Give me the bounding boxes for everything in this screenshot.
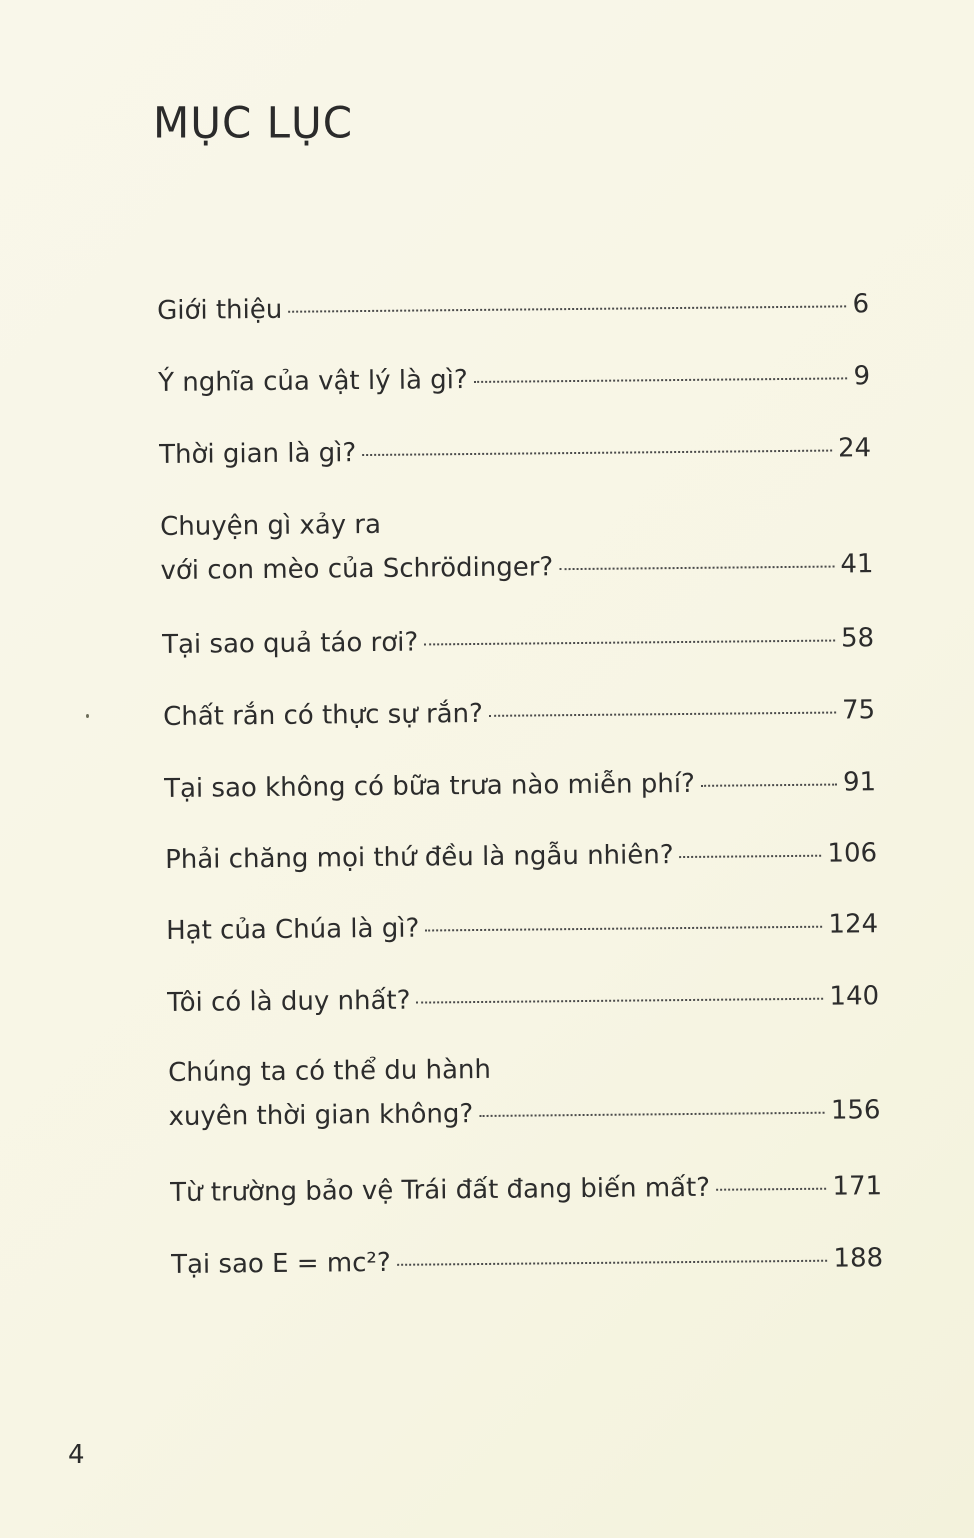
dot-leader: [479, 1112, 825, 1117]
dot-leader: [424, 640, 835, 646]
toc-entry-title: xuyên thời gian không?: [168, 1099, 474, 1132]
toc-entry-page: 6: [852, 289, 870, 320]
toc-entry-page: 58: [840, 623, 875, 654]
toc-entry-title: Thời gian là gì?: [159, 438, 357, 470]
toc-entry-page: 24: [837, 433, 872, 464]
toc-entry: [162, 623, 874, 660]
dot-leader: [489, 712, 836, 717]
toc-entry: [171, 1243, 883, 1280]
toc-entry-title: Tôi có là duy nhất?: [167, 985, 411, 1018]
toc-entry: [165, 838, 877, 875]
dot-leader: [716, 1188, 826, 1191]
toc-entry: [159, 433, 871, 470]
toc-entry-title-line1: Chúng ta có thể du hành: [168, 1054, 492, 1088]
toc-entry: [168, 1051, 881, 1132]
paper-speck: [86, 714, 89, 718]
dot-leader: [416, 998, 823, 1004]
toc-entry: [170, 1171, 882, 1208]
toc-entry-page: 124: [828, 909, 879, 940]
toc-entry-title: Phải chăng mọi thứ đều là ngẫu nhiên?: [165, 840, 674, 875]
toc-entry: [164, 767, 876, 804]
toc-entry: [163, 695, 875, 732]
page-number: 4: [68, 1440, 85, 1470]
toc-entry-page: 156: [830, 1095, 881, 1126]
toc-entry-title-line1: Chuyện gì xảy ra: [160, 509, 382, 542]
toc-entry: [167, 981, 879, 1018]
toc-entry-title: Tại sao E = mc²?: [171, 1247, 391, 1280]
dot-leader: [425, 926, 822, 932]
dot-leader: [701, 784, 837, 787]
toc-entry-page: 41: [840, 549, 874, 580]
toc-entry: [157, 289, 869, 326]
dot-leader: [397, 1260, 828, 1266]
toc-entry: [166, 909, 878, 946]
toc-entry-title: Ý nghĩa của vật lý là gì?: [158, 365, 468, 398]
toc-entry-title: Giới thiệu: [157, 294, 283, 326]
toc-entry-page: 91: [842, 767, 877, 798]
page-title: MỤC LỤC: [153, 97, 354, 148]
toc-entry-title: Tại sao không có bữa trưa nào miễn phí?: [164, 768, 695, 804]
toc-entry-page: 171: [832, 1171, 883, 1202]
toc-entry-page: 106: [827, 838, 878, 869]
dot-leader: [680, 855, 822, 858]
toc-entry: [160, 505, 874, 586]
toc-entry-page: 188: [833, 1243, 884, 1274]
toc-entry: [158, 361, 870, 398]
dot-leader: [288, 305, 846, 312]
dot-leader: [559, 566, 834, 571]
toc-entry-page: 9: [853, 361, 871, 392]
toc-entry-title: Tại sao quả táo rơi?: [162, 627, 419, 660]
toc-entry-title: Chất rắn có thực sự rắn?: [163, 698, 484, 732]
dot-leader: [474, 377, 848, 383]
toc-entry-page: 75: [841, 695, 876, 726]
toc-entry-page: 140: [829, 981, 880, 1012]
toc-entry-title: Hạt của Chúa là gì?: [166, 913, 420, 946]
dot-leader: [362, 450, 832, 457]
toc-entry-title: với con mèo của Schrödinger?: [160, 552, 554, 586]
toc-entry-title: Từ trường bảo vệ Trái đất đang biến mất?: [170, 1172, 711, 1208]
